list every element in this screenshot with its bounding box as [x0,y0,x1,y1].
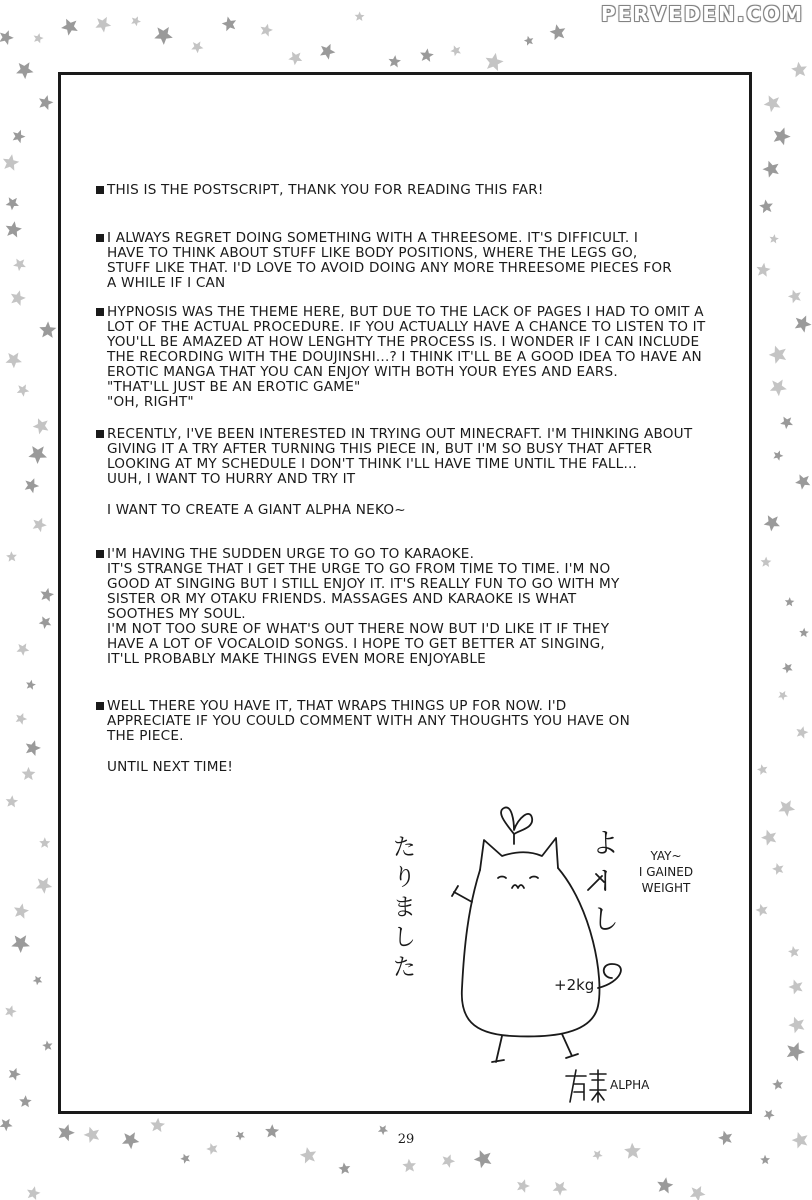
star-icon [6,221,22,237]
star-icon [764,95,781,112]
paragraph-line: THE PIECE. [107,728,184,744]
bullet-icon [96,550,104,558]
paragraph-line: IT'S STRANGE THAT I GET THE URGE TO GO FROM TIME TO TIME. I'M NO [107,561,611,577]
star-icon [791,62,807,78]
star-icon [517,1179,530,1192]
star-icon [757,263,771,277]
star-icon [131,16,141,26]
bullet-icon [96,702,104,710]
paragraph-line: SOOTHES MY SOUL. [107,606,246,622]
paragraph-line: THE RECORDING WITH THE DOUJINSHI...? I THINK IT'LL BE A GOOD IDEA TO HAVE AN [107,349,702,365]
caption [626,848,706,896]
paragraph-line: UNTIL NEXT TIME! [107,759,234,775]
paragraph-line: APPRECIATE IF YOU COULD COMMENT WITH ANY THOUGHTS YOU HAVE ON [107,713,630,729]
star-icon [764,1110,775,1121]
star-icon [759,200,773,214]
star-icon [16,62,33,79]
star-icon [657,1177,673,1193]
paragraph-2 [107,231,747,291]
star-icon [6,197,19,210]
star-icon [788,1017,804,1034]
star-icon [13,259,26,272]
star-icon [13,130,26,143]
star-icon [772,1079,783,1090]
star-icon [33,418,49,434]
bullet-icon [96,234,104,242]
paragraph-line: LOOKING AT MY SCHEDULE I DON'T THINK I'LL HAVE TIME UNTIL THE FALL... [107,456,638,472]
bullet-icon [96,308,104,316]
star-icon [22,767,36,780]
page-number: 29 [397,1132,415,1147]
star-icon [761,557,772,567]
star-icon [690,1186,706,1200]
watermark: PERVEDEN.COM [600,2,804,26]
star-icon [0,30,14,45]
star-icon [180,1154,190,1164]
paragraph-spacer [107,487,747,503]
star-icon [6,353,22,369]
paragraph-line: "OH, RIGHT" [107,394,194,410]
star-icon [760,1155,770,1165]
star-icon [795,474,810,489]
paragraph-line: STUFF LIKE THAT. I'D LOVE TO AVOID DOING ANY MORE THREESOME PIECES FOR [107,260,672,276]
star-icon [773,451,783,461]
star-icon [761,830,776,846]
caption-line: YAY~ [650,849,682,863]
star-icon [5,1005,16,1017]
paragraph-line: LOT OF THE ACTUAL PROCEDURE. IF YOU ACTUALLY HAVE A CHANCE TO LISTEN TO IT [107,319,706,335]
star-icon [550,24,566,40]
star-icon [450,45,461,56]
paragraph-line: WELL THERE YOU HAVE IT, THAT WRAPS THINGS UP FOR NOW. I'D [107,698,567,714]
star-icon [19,1095,32,1107]
star-icon [25,478,40,493]
star-icon [799,628,809,637]
paragraph-line: HAVE A LOT OF VOCALOID SONGS. I HOPE TO GET BETTER AT SINGING, [107,636,605,652]
paragraph-line: I'M HAVING THE SUDDEN URGE TO GO TO KARAOKE. [107,546,475,562]
star-icon [787,1042,805,1061]
star-icon [788,290,801,304]
star-icon [778,800,795,816]
star-icon [763,161,779,178]
star-icon [474,1150,492,1168]
star-icon [389,55,402,67]
star-icon [782,663,793,674]
star-icon [769,346,786,364]
star-icon [28,446,47,464]
bullet-icon [96,186,104,194]
star-icon [772,863,783,875]
paragraph-line: THIS IS THE POSTSCRIPT, THANK YOU FOR READING THIS FAR! [107,182,544,198]
star-icon [17,384,30,396]
star-icon [191,41,203,53]
paragraph-line: A WHILE IF I CAN [107,275,226,291]
handwritten-jp-right: よーし [587,828,621,942]
star-icon [26,680,36,690]
star-icon [320,44,335,60]
star-icon [524,36,533,46]
star-icon [780,417,793,430]
star-icon [39,616,52,629]
star-icon [3,154,19,170]
signature: ALPHA [610,1078,650,1092]
star-icon [778,691,788,701]
star-icon [150,1118,165,1132]
star-icon [42,1041,52,1051]
star-icon [442,1154,455,1168]
star-icon [6,551,17,562]
bullet-icon [96,430,104,438]
paragraph-1 [107,183,747,198]
star-icon [402,1159,416,1172]
star-icon [154,27,173,45]
star-icon [6,795,18,807]
star-icon [261,24,273,37]
star-icon [795,316,812,333]
star-icon [39,95,53,110]
star-icon [757,764,767,775]
paragraph-line: YOU'LL BE AMAZED AT HOW LENGHTY THE PROCESS IS. I WONDER IF I CAN INCLUDE [107,334,700,350]
paragraph-line: RECENTLY, I'VE BEEN INTERESTED IN TRYING OUT MINECRAFT. I'M THINKING ABOUT [107,426,693,442]
paragraph-line: GIVING IT A TRY AFTER TURNING THIS PIECE IN, BUT I'M SO BUSY THAT AFTER [107,441,653,457]
paragraph-line: UUH, I WANT TO HURRY AND TRY IT [107,471,356,487]
star-icon [593,1150,603,1160]
star-icon [36,878,53,894]
paragraph-line: EROTIC MANGA THAT YOU CAN ENJOY WITH BOTH YOUR EYES AND EARS. [107,364,618,380]
star-icon [355,12,365,22]
star-icon [26,740,41,756]
star-icon [95,17,111,33]
paragraph-line: IT'LL PROBABLY MAKE THINGS EVEN MORE ENJOYABLE [107,651,486,667]
star-icon [16,713,28,725]
star-icon [39,837,50,848]
paragraph-line: "THAT'LL JUST BE AN EROTIC GAME" [107,379,361,395]
star-icon [338,1163,350,1175]
star-icon [756,904,768,917]
star-icon [788,946,799,957]
paragraph-line: SISTER OR MY OTAKU FRIENDS. MASSAGES AND KARAOKE IS WHAT [107,591,577,607]
paragraph-line: GOOD AT SINGING BUT I STILL ENJOY IT. IT'S REALLY FUN TO GO WITH MY [107,576,620,592]
star-icon [222,17,236,32]
paragraph-line: HYPNOSIS WAS THE THEME HERE, BUT DUE TO THE LACK OF PAGES I HAD TO OMIT A [107,304,704,320]
star-icon [774,128,791,146]
paragraph-line: I ALWAYS REGRET DOING SOMETHING WITH A THREESOME. IT'S DIFFICULT. I [107,230,639,246]
star-icon [33,518,47,533]
star-icon [41,588,55,602]
star-icon [61,19,78,36]
signature-kanji-glyph [562,1066,610,1106]
star-icon [300,1147,316,1163]
star-icon [553,1182,568,1196]
star-icon [14,903,29,918]
caption-line: WEIGHT [641,881,691,895]
star-icon [770,234,779,243]
star-icon [770,380,787,397]
handwritten-jp-left: たりました [388,834,416,984]
paragraph-3 [107,305,747,410]
weight-note: +2kg [554,976,595,994]
paragraph-line: HAVE TO THINK ABOUT STUFF LIKE BODY POSITIONS, WHERE THE LEGS GO, [107,245,638,261]
star-icon [788,980,802,995]
star-icon [9,1068,21,1081]
star-icon [33,976,43,986]
star-icon [796,726,808,738]
star-icon [34,33,44,43]
star-icon [11,290,26,306]
paragraph-line: I WANT TO CREATE A GIANT ALPHA NEKO~ [107,502,406,518]
star-icon [39,321,56,338]
star-icon [27,1186,41,1200]
star-icon [11,935,30,953]
star-icon [764,515,780,531]
caption-line: I GAINED [638,865,694,879]
cat-doodle-illustration [292,738,622,1078]
star-icon [0,1119,13,1132]
star-icon [17,643,30,656]
paragraph-4 [107,427,747,518]
paragraph-line: I'M NOT TOO SURE OF WHAT'S OUT THERE NOW BUT I'D LIKE IT IF THEY [107,621,610,637]
star-icon [486,53,504,71]
paragraph-5 [107,547,747,667]
star-icon [288,52,302,66]
star-icon [420,48,434,62]
star-icon [785,597,795,606]
